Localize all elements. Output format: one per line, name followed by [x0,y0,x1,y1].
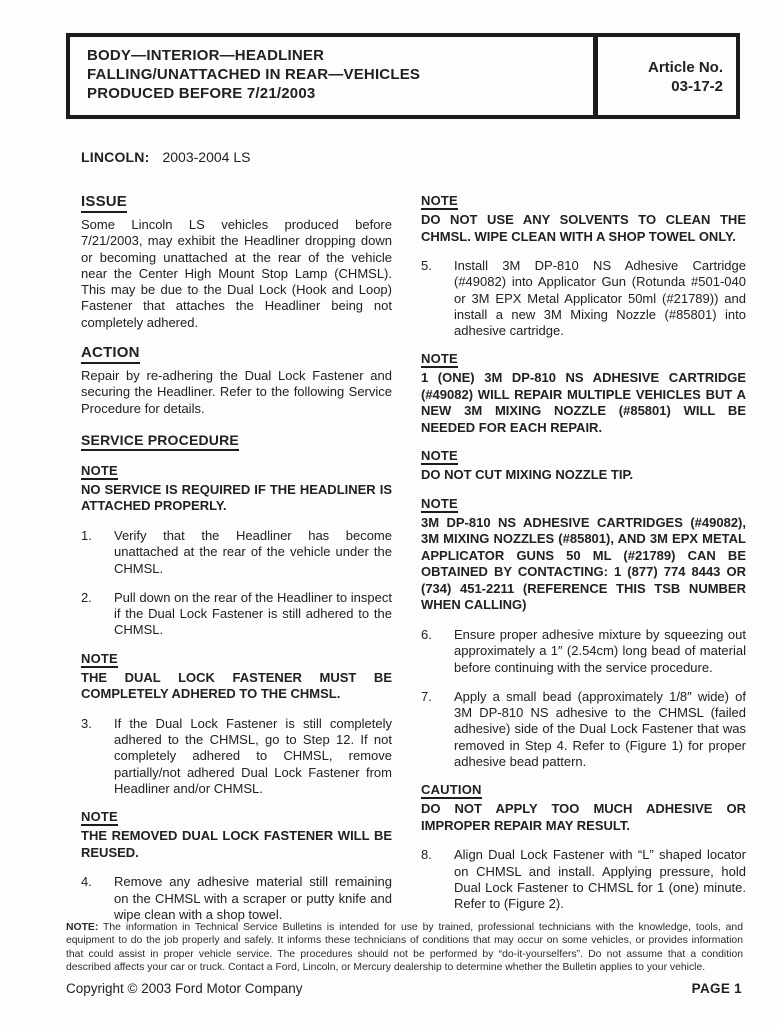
bulletin-title [70,37,593,115]
step-number: 6. [421,626,432,642]
note-block [421,496,746,614]
step-number: 3. [81,715,92,731]
note-label: NOTE [421,351,458,367]
right-column [421,193,746,923]
bulletin-header-box [66,33,740,119]
vehicle-models: 2003-2004 LS [162,149,251,165]
procedure-step-5 [421,258,746,339]
copyright-text: Copyright © 2003 Ford Motor Company [66,981,303,996]
procedure-step-3 [81,716,392,797]
step-text: If the Dual Lock Fastener is still completely adhered to the CHMSL, go to Step 12. If not completely adhered to CHMSL, remove partially/not adhered Dual Lock Fastener from Headliner and/or CHMSL. [114,715,392,796]
step-text: Verify that the Headliner has become unattached at the rear of the vehicle under the CHMSL. [114,527,392,576]
note-text: DO NOT CUT MIXING NOZZLE TIP. [421,467,634,483]
step-number: 4. [81,874,92,890]
note-label: NOTE [421,448,458,464]
footer-disclaimer-text: The information in Technical Service Bulletins is intended for use by trained, professional technicians with the knowledge, tools, and equipment to do the job properly and safely. It informs these technicians of conditions that may occur on some vehicles, or provides information that could assist in proper vehicle service. The procedures should not be performed by “do-it-yourselfers”. Do not assume that a condition described affects your car or truck. Contact a Ford, Lincoln, or Mercury dealership to determine whether the Bulletin applies to your vehicle. [66,922,743,974]
step-text: Ensure proper adhesive mixture by squeezing out approximately a 1″ (2.54cm) long bead of material before continuing with the service procedure. [454,626,746,675]
note-block [421,448,746,484]
note-text: THE REMOVED DUAL LOCK FASTENER WILL BE REUSED. [81,828,392,860]
note-text: DO NOT USE ANY SOLVENTS TO CLEAN THE CHMSL. WIPE CLEAN WITH A SHOP TOWEL ONLY. [421,212,746,244]
note-text: 3M DP-810 NS ADHESIVE CARTRIDGES (#49082), 3M MIXING NOZZLES (#85801), AND 3M EPX METAL APPLICATOR GUNS 50 ML (#21789) CAN BE OBTAINED BY CONTACTING: 1 (877) 774 8443 OR (734) 451-2211 (REFERENCE THIS TSB NUMBER WHEN CALLING) [421,514,746,613]
caution-text: DO NOT APPLY TOO MUCH ADHESIVE OR IMPROPER REPAIR MAY RESULT. [421,801,746,833]
step-number: 2. [81,589,92,605]
vehicle-applicability [81,149,250,165]
procedure-step-6 [421,627,746,676]
bulletin-title-line-3: PRODUCED BEFORE 7/21/2003 [87,85,316,102]
step-text: Pull down on the rear of the Headliner to inspect if the Dual Lock Fastener is still adhered to the CHMSL. [114,589,392,638]
service-procedure-heading: SERVICE PROCEDURE [81,432,392,451]
procedure-step-8 [421,847,746,912]
article-number-box [593,37,736,115]
procedure-step-7 [421,689,746,770]
step-text: Align Dual Lock Fastener with “L” shaped locator on CHMSL and install. Applying pressure, hold Dual Lock Fastener to CHMSL for 1 (one) minute. Refer to (Figure 2). [454,847,746,912]
note-label: NOTE [81,650,118,666]
note-label: NOTE [81,809,118,825]
issue-paragraph: Some Lincoln LS vehicles produced before 7/21/2003, may exhibit the Headliner dropping down or becoming unattached at the rear of the vehicle near the Center High Mount Stop Lamp (CHMSL). This may be due to the Dual Lock (Hook and Loop) Fastener that attaches the Headliner being not completely adhered. [81,217,392,330]
procedure-step-4 [81,874,392,923]
note-label: NOTE [421,193,458,208]
footer-disclaimer-label: NOTE: [66,922,99,933]
note-block [81,651,392,703]
footer-disclaimer [66,921,743,975]
note-label: NOTE [81,462,118,478]
note-label: NOTE [421,495,458,511]
action-paragraph: Repair by re-adhering the Dual Lock Fastener and securing the Headliner. Refer to the following Service Procedure for details. [81,368,392,416]
page-number: PAGE 1 [691,981,742,996]
step-number: 1. [81,527,92,543]
note-block [421,351,746,436]
note-block [421,193,746,245]
caution-block [421,782,746,834]
step-number: 5. [421,258,432,273]
left-column [81,193,392,923]
note-block [81,463,392,515]
bulletin-title-line-2: FALLING/UNATTACHED IN REAR—VEHICLES [87,66,421,83]
step-text: Install 3M DP-810 NS Adhesive Cartridge (#49082) into Applicator Gun (Rotunda #501-040 or 3M EPX Metal Applicator 50ml (#21789)) and install a new 3M Mixing Nozzle (#85801) into adhesive cartridge. [454,258,746,339]
bulletin-body [81,193,746,923]
footer-bottom-row [66,981,742,996]
procedure-step-2 [81,590,392,639]
note-text: NO SERVICE IS REQUIRED IF THE HEADLINER IS ATTACHED PROPERLY. [81,481,392,514]
step-number: 7. [421,688,432,704]
note-text: THE DUAL LOCK FASTENER MUST BE COMPLETELY ADHERED TO THE CHMSL. [81,669,392,702]
bulletin-title-line-1: BODY—INTERIOR—HEADLINER [87,47,325,64]
vehicle-make-label: LINCOLN: [81,149,150,165]
issue-heading: ISSUE [81,193,392,213]
article-number-value: 03-17-2 [671,78,723,95]
step-number: 8. [421,847,432,863]
step-text: Apply a small bead (approximately 1/8″ wide) of 3M DP-810 NS adhesive to the CHMSL (failed adhesive) side of the Dual Lock Fastener that was removed in Step 4. Refer to (Figure 1) for proper adhesive bead pattern. [454,688,746,770]
note-block [81,809,392,861]
article-number-label: Article No. [647,59,723,76]
procedure-step-1 [81,528,392,577]
step-text: Remove any adhesive material still remaining on the CHMSL with a scraper or putty knife and wipe clean with a shop towel. [114,874,392,922]
note-text: 1 (ONE) 3M DP-810 NS ADHESIVE CARTRIDGE (#49082) WILL REPAIR MULTIPLE VEHICLES BUT A NEW 3M MIXING NOZZLE (#85801) WILL BE NEEDED FOR EACH REPAIR. [421,370,746,435]
caution-label: CAUTION [421,782,482,798]
action-heading: ACTION [81,344,392,364]
